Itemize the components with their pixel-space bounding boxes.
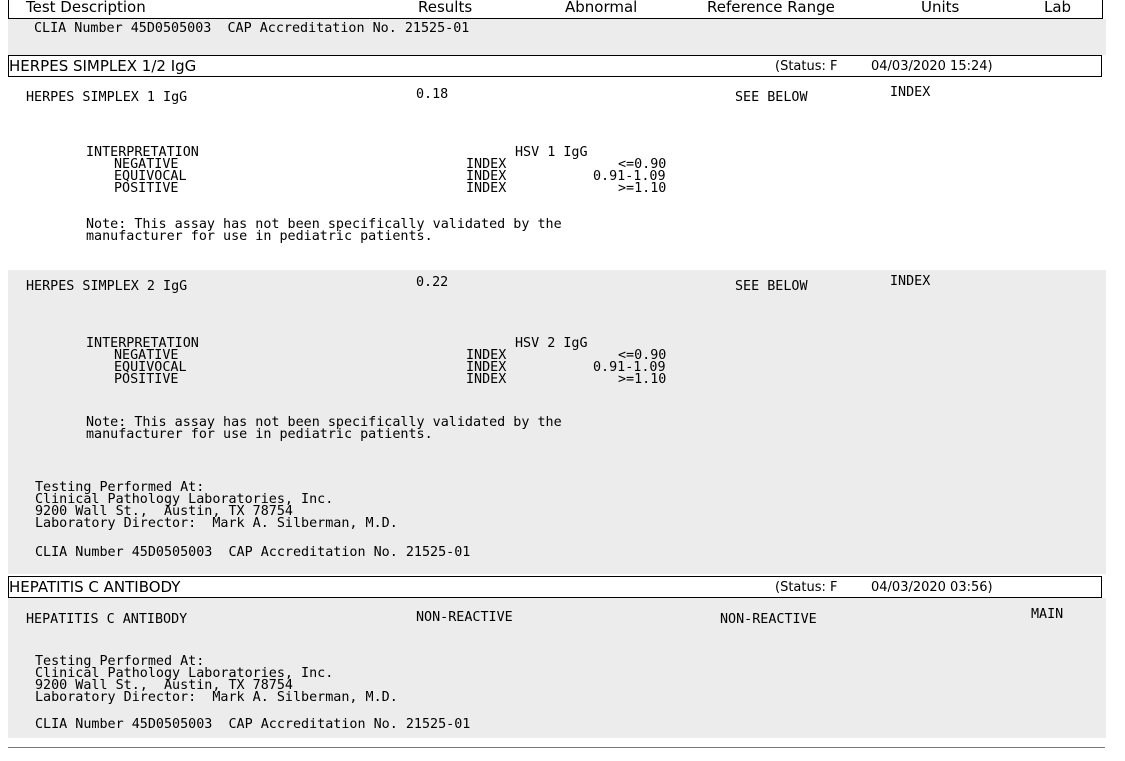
interpretation-heading: HSV 1 IgG: [515, 145, 588, 160]
col-units: Units: [921, 0, 960, 16]
interp-positive-label: POSITIVE: [114, 181, 179, 196]
note-line-2: manufacturer for use in pediatric patients.: [86, 427, 433, 442]
note-line-1: Note: This assay has not been specifically validated by the: [86, 415, 562, 430]
test-result: 0.22: [416, 275, 449, 290]
test-reference: SEE BELOW: [735, 90, 808, 105]
col-reference-range: Reference Range: [707, 0, 835, 16]
interp-negative-range: <=0.90: [618, 157, 667, 172]
column-header-row: [8, 0, 1103, 19]
interpretation-heading: HSV 2 IgG: [515, 336, 588, 351]
top-clia-band: [8, 19, 1106, 55]
interp-negative-unit: INDEX: [466, 157, 507, 172]
test-lab: MAIN: [1031, 607, 1064, 622]
test-units: INDEX: [890, 274, 931, 289]
interp-positive-unit: INDEX: [466, 181, 507, 196]
test-units: INDEX: [890, 85, 931, 100]
interp-negative-unit: INDEX: [466, 348, 507, 363]
interp-equivocal-label: EQUIVOCAL: [114, 360, 187, 375]
performed-line-5: CLIA Number 45D0505003 CAP Accreditation No. 21525-01: [35, 717, 471, 732]
interp-negative-label: NEGATIVE: [114, 348, 179, 363]
performed-line-4: Laboratory Director: Mark A. Silberman, M.D.: [35, 690, 398, 705]
status-datetime: 04/03/2020 03:56): [871, 580, 993, 595]
test-result: 0.18: [416, 87, 449, 102]
top-clia-text: CLIA Number 45D0505003 CAP Accreditation No. 21525-01: [34, 21, 470, 36]
performed-line-1: Testing Performed At:: [35, 654, 205, 669]
performed-line-3: 9200 Wall St., Austin, TX 78754: [35, 504, 293, 519]
test-name: HEPATITIS C ANTIBODY: [26, 612, 188, 627]
performed-line-3: 9200 Wall St., Austin, TX 78754: [35, 678, 293, 693]
performed-line-5: CLIA Number 45D0505003 CAP Accreditation No. 21525-01: [35, 545, 471, 560]
col-test-description: Test Description: [26, 0, 146, 16]
col-lab: Lab: [1044, 0, 1072, 16]
test-reference: SEE BELOW: [735, 279, 808, 294]
performed-line-4: Laboratory Director: Mark A. Silberman, M.D.: [35, 516, 398, 531]
interp-negative-range: <=0.90: [618, 348, 667, 363]
interp-equivocal-range: 0.91-1.09: [593, 169, 666, 184]
test-result: NON-REACTIVE: [416, 610, 513, 625]
test-name: HERPES SIMPLEX 1 IgG: [26, 90, 188, 105]
interp-equivocal-unit: INDEX: [466, 360, 507, 375]
interp-positive-label: POSITIVE: [114, 372, 179, 387]
performed-line-2: Clinical Pathology Laboratories, Inc.: [35, 666, 334, 681]
performed-line-2: Clinical Pathology Laboratories, Inc.: [35, 492, 334, 507]
section-title: HERPES SIMPLEX 1/2 IgG: [9, 57, 197, 75]
status-datetime: 04/03/2020 15:24): [871, 59, 993, 74]
test-reference: NON-REACTIVE: [720, 612, 817, 627]
section-title: HEPATITIS C ANTIBODY: [9, 578, 181, 596]
bottom-divider: [8, 747, 1105, 748]
interp-equivocal-unit: INDEX: [466, 169, 507, 184]
section-header-herpes: [8, 55, 1102, 77]
interp-positive-range: >=1.10: [618, 181, 667, 196]
status-label: (Status: F: [775, 59, 838, 74]
interpretation-label: INTERPRETATION: [86, 145, 199, 160]
interp-equivocal-range: 0.91-1.09: [593, 360, 666, 375]
interp-positive-range: >=1.10: [618, 372, 667, 387]
col-results: Results: [418, 0, 473, 16]
interpretation-label: INTERPRETATION: [86, 336, 199, 351]
test-name: HERPES SIMPLEX 2 IgG: [26, 279, 188, 294]
col-abnormal: Abnormal: [565, 0, 638, 16]
section-header-hepatitis: [8, 576, 1102, 598]
note-line-2: manufacturer for use in pediatric patients.: [86, 229, 433, 244]
status-label: (Status: F: [775, 580, 838, 595]
note-line-1: Note: This assay has not been specifically validated by the: [86, 217, 562, 232]
performed-line-1: Testing Performed At:: [35, 480, 205, 495]
interp-positive-unit: INDEX: [466, 372, 507, 387]
interp-equivocal-label: EQUIVOCAL: [114, 169, 187, 184]
interp-negative-label: NEGATIVE: [114, 157, 179, 172]
